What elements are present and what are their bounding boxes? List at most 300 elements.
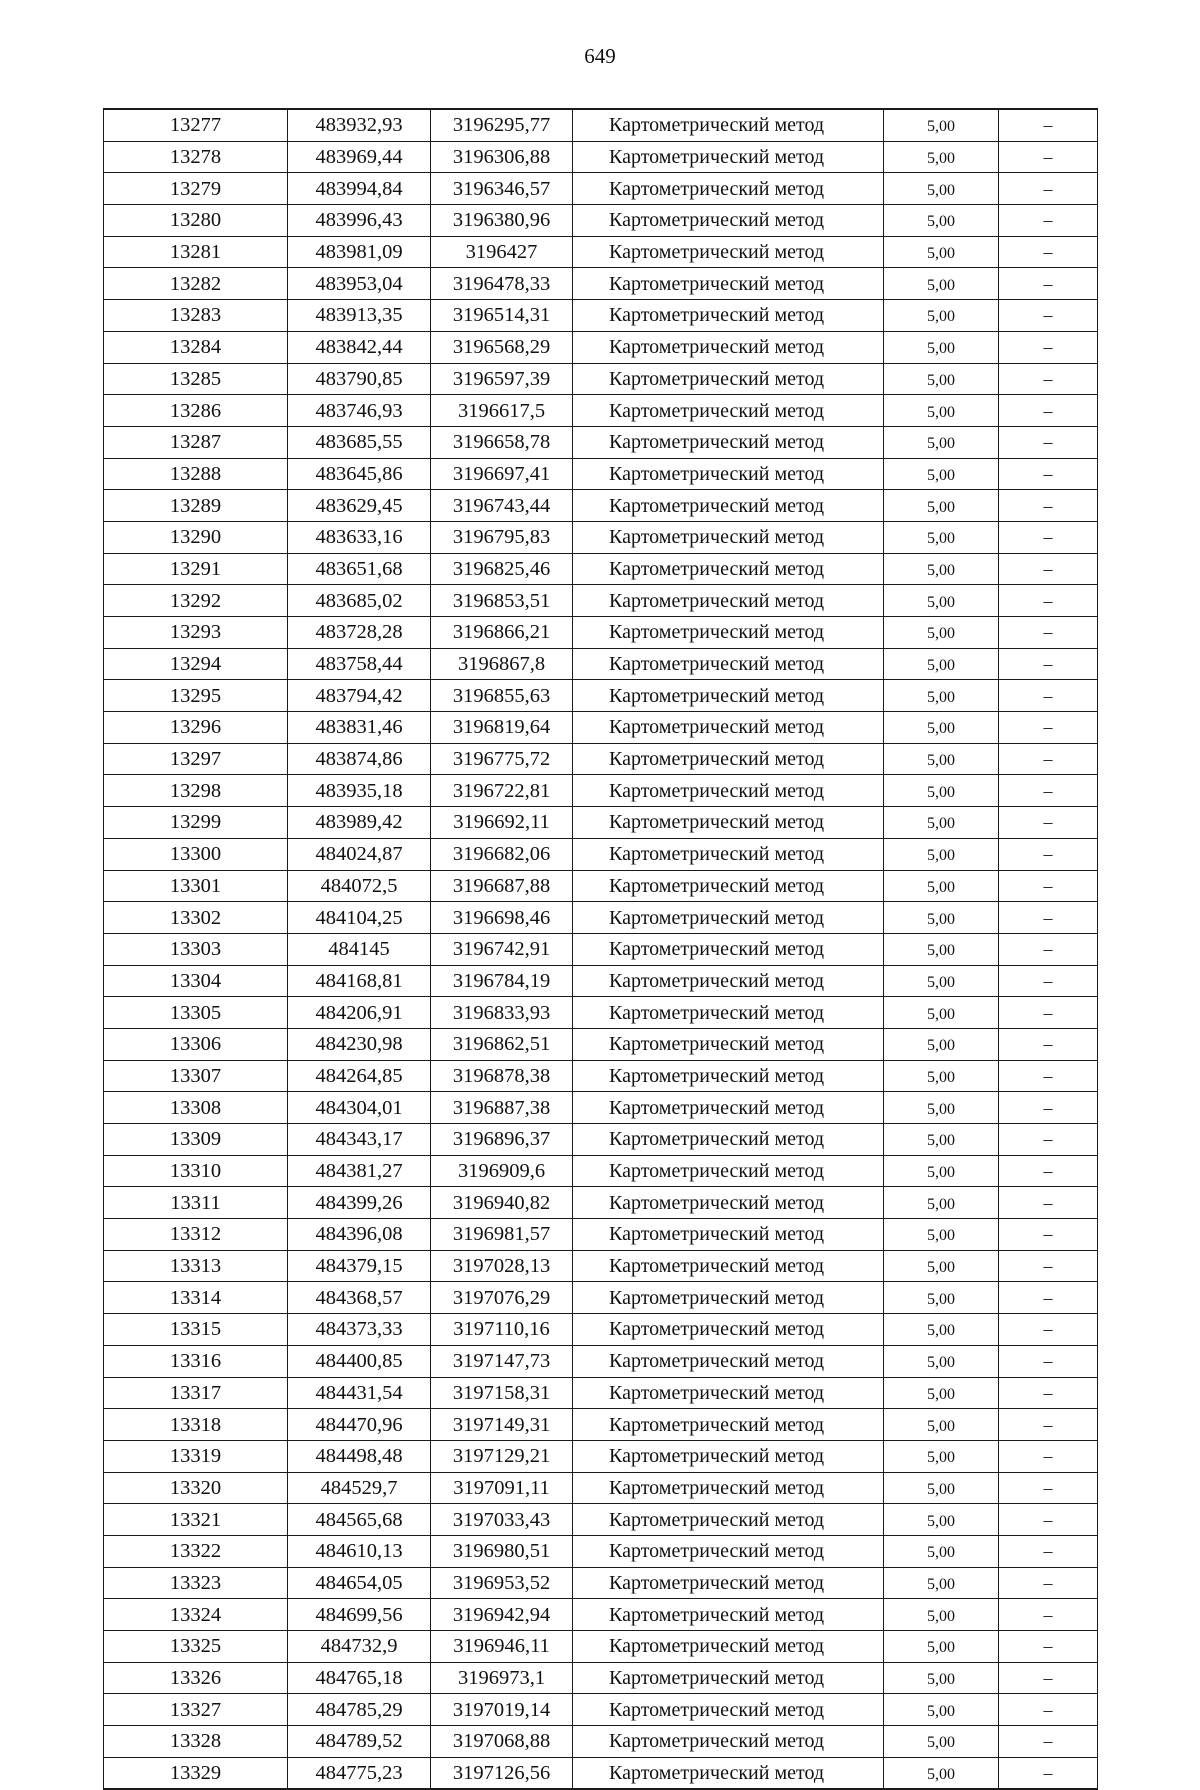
y-coordinate-cell: 3196682,06	[431, 838, 573, 870]
x-coordinate-cell: 483758,44	[288, 648, 431, 680]
y-coordinate-cell: 3196658,78	[431, 426, 573, 458]
table-row	[104, 205, 1098, 237]
table-row	[104, 1599, 1098, 1631]
table-row	[104, 1219, 1098, 1251]
table-row	[104, 743, 1098, 775]
y-coordinate-cell: 3196775,72	[431, 743, 573, 775]
error-cell: 5,00	[884, 1060, 999, 1092]
error-cell: 5,00	[884, 1662, 999, 1694]
method-cell: Картометрический метод	[573, 236, 884, 268]
y-coordinate-cell: 3196697,41	[431, 458, 573, 490]
error-cell: 5,00	[884, 109, 999, 141]
description-cell: –	[999, 1409, 1098, 1441]
description-cell: –	[999, 1567, 1098, 1599]
table-row	[104, 331, 1098, 363]
point-number-cell: 13292	[104, 585, 288, 617]
x-coordinate-cell: 484789,52	[288, 1726, 431, 1758]
point-number-cell: 13309	[104, 1124, 288, 1156]
description-cell: –	[999, 1124, 1098, 1156]
description-cell: –	[999, 680, 1098, 712]
table-row	[104, 1060, 1098, 1092]
x-coordinate-cell: 484024,87	[288, 838, 431, 870]
point-number-cell: 13323	[104, 1567, 288, 1599]
x-coordinate-cell: 484379,15	[288, 1250, 431, 1282]
point-number-cell: 13315	[104, 1314, 288, 1346]
method-cell: Картометрический метод	[573, 205, 884, 237]
table-row	[104, 1757, 1098, 1789]
point-number-cell: 13328	[104, 1726, 288, 1758]
method-cell: Картометрический метод	[573, 617, 884, 649]
error-cell: 5,00	[884, 712, 999, 744]
description-cell: –	[999, 1504, 1098, 1536]
error-cell: 5,00	[884, 300, 999, 332]
method-cell: Картометрический метод	[573, 1314, 884, 1346]
method-cell: Картометрический метод	[573, 1662, 884, 1694]
y-coordinate-cell: 3196722,81	[431, 775, 573, 807]
error-cell: 5,00	[884, 205, 999, 237]
y-coordinate-cell: 3196953,52	[431, 1567, 573, 1599]
description-cell: –	[999, 109, 1098, 141]
y-coordinate-cell: 3196346,57	[431, 173, 573, 205]
x-coordinate-cell: 484732,9	[288, 1631, 431, 1663]
y-coordinate-cell: 3196478,33	[431, 268, 573, 300]
point-number-cell: 13279	[104, 173, 288, 205]
point-number-cell: 13289	[104, 490, 288, 522]
method-cell: Картометрический метод	[573, 553, 884, 585]
y-coordinate-cell: 3197068,88	[431, 1726, 573, 1758]
error-cell: 5,00	[884, 965, 999, 997]
table-row	[104, 1631, 1098, 1663]
y-coordinate-cell: 3196940,82	[431, 1187, 573, 1219]
error-cell: 5,00	[884, 775, 999, 807]
y-coordinate-cell: 3197019,14	[431, 1694, 573, 1726]
point-number-cell: 13322	[104, 1535, 288, 1567]
y-coordinate-cell: 3196514,31	[431, 300, 573, 332]
y-coordinate-cell: 3196909,6	[431, 1155, 573, 1187]
table-row	[104, 1092, 1098, 1124]
method-cell: Картометрический метод	[573, 933, 884, 965]
coordinates-table	[103, 108, 1098, 1790]
method-cell: Картометрический метод	[573, 141, 884, 173]
description-cell: –	[999, 1662, 1098, 1694]
description-cell: –	[999, 617, 1098, 649]
table-row	[104, 1028, 1098, 1060]
table-row	[104, 300, 1098, 332]
x-coordinate-cell: 484396,08	[288, 1219, 431, 1251]
method-cell: Картометрический метод	[573, 807, 884, 839]
point-number-cell: 13304	[104, 965, 288, 997]
description-cell: –	[999, 173, 1098, 205]
table-row	[104, 458, 1098, 490]
description-cell: –	[999, 585, 1098, 617]
description-cell: –	[999, 902, 1098, 934]
point-number-cell: 13287	[104, 426, 288, 458]
description-cell: –	[999, 1726, 1098, 1758]
description-cell: –	[999, 648, 1098, 680]
x-coordinate-cell: 484304,01	[288, 1092, 431, 1124]
method-cell: Картометрический метод	[573, 300, 884, 332]
x-coordinate-cell: 484498,48	[288, 1440, 431, 1472]
table-row	[104, 1345, 1098, 1377]
description-cell: –	[999, 490, 1098, 522]
x-coordinate-cell: 483685,02	[288, 585, 431, 617]
method-cell: Картометрический метод	[573, 173, 884, 205]
error-cell: 5,00	[884, 1155, 999, 1187]
table-row	[104, 807, 1098, 839]
error-cell: 5,00	[884, 363, 999, 395]
method-cell: Картометрический метод	[573, 395, 884, 427]
table-row	[104, 1694, 1098, 1726]
table-row	[104, 1124, 1098, 1156]
table-row	[104, 712, 1098, 744]
table-row	[104, 1662, 1098, 1694]
error-cell: 5,00	[884, 268, 999, 300]
x-coordinate-cell: 484206,91	[288, 997, 431, 1029]
description-cell: –	[999, 1345, 1098, 1377]
table-row	[104, 236, 1098, 268]
error-cell: 5,00	[884, 1345, 999, 1377]
method-cell: Картометрический метод	[573, 363, 884, 395]
x-coordinate-cell: 483932,93	[288, 109, 431, 141]
error-cell: 5,00	[884, 1219, 999, 1251]
error-cell: 5,00	[884, 807, 999, 839]
x-coordinate-cell: 483953,04	[288, 268, 431, 300]
x-coordinate-cell: 484104,25	[288, 902, 431, 934]
y-coordinate-cell: 3196427	[431, 236, 573, 268]
point-number-cell: 13314	[104, 1282, 288, 1314]
method-cell: Картометрический метод	[573, 109, 884, 141]
x-coordinate-cell: 484381,27	[288, 1155, 431, 1187]
error-cell: 5,00	[884, 933, 999, 965]
method-cell: Картометрический метод	[573, 870, 884, 902]
description-cell: –	[999, 1694, 1098, 1726]
error-cell: 5,00	[884, 1504, 999, 1536]
point-number-cell: 13302	[104, 902, 288, 934]
table-row	[104, 490, 1098, 522]
point-number-cell: 13303	[104, 933, 288, 965]
y-coordinate-cell: 3197129,21	[431, 1440, 573, 1472]
y-coordinate-cell: 3196878,38	[431, 1060, 573, 1092]
table-row	[104, 395, 1098, 427]
y-coordinate-cell: 3196853,51	[431, 585, 573, 617]
method-cell: Картометрический метод	[573, 1726, 884, 1758]
y-coordinate-cell: 3196795,83	[431, 521, 573, 553]
x-coordinate-cell: 484343,17	[288, 1124, 431, 1156]
description-cell: –	[999, 1472, 1098, 1504]
method-cell: Картометрический метод	[573, 585, 884, 617]
x-coordinate-cell: 484431,54	[288, 1377, 431, 1409]
y-coordinate-cell: 3196306,88	[431, 141, 573, 173]
error-cell: 5,00	[884, 997, 999, 1029]
y-coordinate-cell: 3196617,5	[431, 395, 573, 427]
description-cell: –	[999, 997, 1098, 1029]
x-coordinate-cell: 484168,81	[288, 965, 431, 997]
y-coordinate-cell: 3197091,11	[431, 1472, 573, 1504]
point-number-cell: 13307	[104, 1060, 288, 1092]
method-cell: Картометрический метод	[573, 1028, 884, 1060]
error-cell: 5,00	[884, 521, 999, 553]
table-row	[104, 1567, 1098, 1599]
x-coordinate-cell: 484775,23	[288, 1757, 431, 1789]
description-cell: –	[999, 521, 1098, 553]
method-cell: Картометрический метод	[573, 1757, 884, 1789]
method-cell: Картометрический метод	[573, 1250, 884, 1282]
description-cell: –	[999, 1155, 1098, 1187]
point-number-cell: 13282	[104, 268, 288, 300]
description-cell: –	[999, 1757, 1098, 1789]
x-coordinate-cell: 483842,44	[288, 331, 431, 363]
error-cell: 5,00	[884, 1282, 999, 1314]
error-cell: 5,00	[884, 617, 999, 649]
table-row	[104, 1250, 1098, 1282]
table-row	[104, 1504, 1098, 1536]
x-coordinate-cell: 483685,55	[288, 426, 431, 458]
y-coordinate-cell: 3196866,21	[431, 617, 573, 649]
y-coordinate-cell: 3196698,46	[431, 902, 573, 934]
y-coordinate-cell: 3196380,96	[431, 205, 573, 237]
y-coordinate-cell: 3196295,77	[431, 109, 573, 141]
description-cell: –	[999, 838, 1098, 870]
x-coordinate-cell: 483633,16	[288, 521, 431, 553]
point-number-cell: 13284	[104, 331, 288, 363]
method-cell: Картометрический метод	[573, 1060, 884, 1092]
method-cell: Картометрический метод	[573, 1092, 884, 1124]
x-coordinate-cell: 483746,93	[288, 395, 431, 427]
description-cell: –	[999, 712, 1098, 744]
method-cell: Картометрический метод	[573, 1535, 884, 1567]
error-cell: 5,00	[884, 490, 999, 522]
description-cell: –	[999, 1028, 1098, 1060]
method-cell: Картометрический метод	[573, 1504, 884, 1536]
description-cell: –	[999, 205, 1098, 237]
method-cell: Картометрический метод	[573, 775, 884, 807]
x-coordinate-cell: 484529,7	[288, 1472, 431, 1504]
error-cell: 5,00	[884, 1092, 999, 1124]
method-cell: Картометрический метод	[573, 490, 884, 522]
x-coordinate-cell: 484565,68	[288, 1504, 431, 1536]
y-coordinate-cell: 3196942,94	[431, 1599, 573, 1631]
point-number-cell: 13301	[104, 870, 288, 902]
error-cell: 5,00	[884, 1694, 999, 1726]
point-number-cell: 13298	[104, 775, 288, 807]
method-cell: Картометрический метод	[573, 965, 884, 997]
error-cell: 5,00	[884, 553, 999, 585]
error-cell: 5,00	[884, 1377, 999, 1409]
point-number-cell: 13319	[104, 1440, 288, 1472]
x-coordinate-cell: 484699,56	[288, 1599, 431, 1631]
y-coordinate-cell: 3197076,29	[431, 1282, 573, 1314]
error-cell: 5,00	[884, 1567, 999, 1599]
table-row	[104, 585, 1098, 617]
x-coordinate-cell: 484400,85	[288, 1345, 431, 1377]
method-cell: Картометрический метод	[573, 521, 884, 553]
point-number-cell: 13293	[104, 617, 288, 649]
description-cell: –	[999, 426, 1098, 458]
table-row	[104, 648, 1098, 680]
point-number-cell: 13329	[104, 1757, 288, 1789]
point-number-cell: 13316	[104, 1345, 288, 1377]
description-cell: –	[999, 553, 1098, 585]
table-row	[104, 775, 1098, 807]
y-coordinate-cell: 3196687,88	[431, 870, 573, 902]
point-number-cell: 13299	[104, 807, 288, 839]
x-coordinate-cell: 483651,68	[288, 553, 431, 585]
x-coordinate-cell: 483629,45	[288, 490, 431, 522]
description-cell: –	[999, 1060, 1098, 1092]
table-row	[104, 1726, 1098, 1758]
y-coordinate-cell: 3197149,31	[431, 1409, 573, 1441]
point-number-cell: 13291	[104, 553, 288, 585]
table-row	[104, 965, 1098, 997]
y-coordinate-cell: 3196743,44	[431, 490, 573, 522]
method-cell: Картометрический метод	[573, 1631, 884, 1663]
point-number-cell: 13313	[104, 1250, 288, 1282]
y-coordinate-cell: 3196742,91	[431, 933, 573, 965]
table-row	[104, 141, 1098, 173]
x-coordinate-cell: 484654,05	[288, 1567, 431, 1599]
error-cell: 5,00	[884, 680, 999, 712]
x-coordinate-cell: 483994,84	[288, 173, 431, 205]
y-coordinate-cell: 3196887,38	[431, 1092, 573, 1124]
method-cell: Картометрический метод	[573, 648, 884, 680]
x-coordinate-cell: 484264,85	[288, 1060, 431, 1092]
description-cell: –	[999, 1377, 1098, 1409]
table-row	[104, 1187, 1098, 1219]
error-cell: 5,00	[884, 870, 999, 902]
description-cell: –	[999, 458, 1098, 490]
description-cell: –	[999, 1250, 1098, 1282]
x-coordinate-cell: 484072,5	[288, 870, 431, 902]
error-cell: 5,00	[884, 1726, 999, 1758]
point-number-cell: 13324	[104, 1599, 288, 1631]
description-cell: –	[999, 1282, 1098, 1314]
error-cell: 5,00	[884, 173, 999, 205]
description-cell: –	[999, 1092, 1098, 1124]
point-number-cell: 13318	[104, 1409, 288, 1441]
method-cell: Картометрический метод	[573, 458, 884, 490]
x-coordinate-cell: 483996,43	[288, 205, 431, 237]
description-cell: –	[999, 933, 1098, 965]
error-cell: 5,00	[884, 236, 999, 268]
table-row	[104, 1535, 1098, 1567]
point-number-cell: 13311	[104, 1187, 288, 1219]
point-number-cell: 13321	[104, 1504, 288, 1536]
y-coordinate-cell: 3196784,19	[431, 965, 573, 997]
x-coordinate-cell: 483831,46	[288, 712, 431, 744]
point-number-cell: 13300	[104, 838, 288, 870]
x-coordinate-cell: 484145	[288, 933, 431, 965]
table-row	[104, 680, 1098, 712]
error-cell: 5,00	[884, 1314, 999, 1346]
method-cell: Картометрический метод	[573, 1124, 884, 1156]
x-coordinate-cell: 483969,44	[288, 141, 431, 173]
error-cell: 5,00	[884, 1440, 999, 1472]
table-row	[104, 1440, 1098, 1472]
description-cell: –	[999, 268, 1098, 300]
point-number-cell: 13280	[104, 205, 288, 237]
point-number-cell: 13288	[104, 458, 288, 490]
error-cell: 5,00	[884, 648, 999, 680]
description-cell: –	[999, 300, 1098, 332]
point-number-cell: 13297	[104, 743, 288, 775]
method-cell: Картометрический метод	[573, 1155, 884, 1187]
y-coordinate-cell: 3196973,1	[431, 1662, 573, 1694]
x-coordinate-cell: 483981,09	[288, 236, 431, 268]
table-row	[104, 521, 1098, 553]
table-row	[104, 109, 1098, 141]
method-cell: Картометрический метод	[573, 838, 884, 870]
error-cell: 5,00	[884, 1124, 999, 1156]
method-cell: Картометрический метод	[573, 426, 884, 458]
point-number-cell: 13286	[104, 395, 288, 427]
point-number-cell: 13305	[104, 997, 288, 1029]
description-cell: –	[999, 1219, 1098, 1251]
y-coordinate-cell: 3196597,39	[431, 363, 573, 395]
method-cell: Картометрический метод	[573, 1377, 884, 1409]
x-coordinate-cell: 484765,18	[288, 1662, 431, 1694]
point-number-cell: 13296	[104, 712, 288, 744]
table-row	[104, 1377, 1098, 1409]
point-number-cell: 13312	[104, 1219, 288, 1251]
x-coordinate-cell: 484230,98	[288, 1028, 431, 1060]
point-number-cell: 13308	[104, 1092, 288, 1124]
description-cell: –	[999, 236, 1098, 268]
x-coordinate-cell: 483645,86	[288, 458, 431, 490]
point-number-cell: 13290	[104, 521, 288, 553]
method-cell: Картометрический метод	[573, 1599, 884, 1631]
table-row	[104, 426, 1098, 458]
method-cell: Картометрический метод	[573, 1345, 884, 1377]
method-cell: Картометрический метод	[573, 268, 884, 300]
error-cell: 5,00	[884, 838, 999, 870]
error-cell: 5,00	[884, 395, 999, 427]
error-cell: 5,00	[884, 331, 999, 363]
coordinates-table-body	[104, 109, 1098, 1789]
method-cell: Картометрический метод	[573, 743, 884, 775]
table-row	[104, 268, 1098, 300]
error-cell: 5,00	[884, 1250, 999, 1282]
y-coordinate-cell: 3196855,63	[431, 680, 573, 712]
point-number-cell: 13295	[104, 680, 288, 712]
table-row	[104, 363, 1098, 395]
method-cell: Картометрический метод	[573, 1567, 884, 1599]
y-coordinate-cell: 3197028,13	[431, 1250, 573, 1282]
y-coordinate-cell: 3196896,37	[431, 1124, 573, 1156]
error-cell: 5,00	[884, 902, 999, 934]
y-coordinate-cell: 3196981,57	[431, 1219, 573, 1251]
point-number-cell: 13320	[104, 1472, 288, 1504]
method-cell: Картометрический метод	[573, 1187, 884, 1219]
description-cell: –	[999, 331, 1098, 363]
method-cell: Картометрический метод	[573, 1440, 884, 1472]
method-cell: Картометрический метод	[573, 331, 884, 363]
description-cell: –	[999, 965, 1098, 997]
y-coordinate-cell: 3197110,16	[431, 1314, 573, 1346]
x-coordinate-cell: 484785,29	[288, 1694, 431, 1726]
method-cell: Картометрический метод	[573, 680, 884, 712]
point-number-cell: 13326	[104, 1662, 288, 1694]
table-row	[104, 1472, 1098, 1504]
point-number-cell: 13278	[104, 141, 288, 173]
error-cell: 5,00	[884, 458, 999, 490]
y-coordinate-cell: 3196980,51	[431, 1535, 573, 1567]
x-coordinate-cell: 483790,85	[288, 363, 431, 395]
y-coordinate-cell: 3196568,29	[431, 331, 573, 363]
error-cell: 5,00	[884, 585, 999, 617]
description-cell: –	[999, 743, 1098, 775]
y-coordinate-cell: 3197158,31	[431, 1377, 573, 1409]
method-cell: Картометрический метод	[573, 712, 884, 744]
